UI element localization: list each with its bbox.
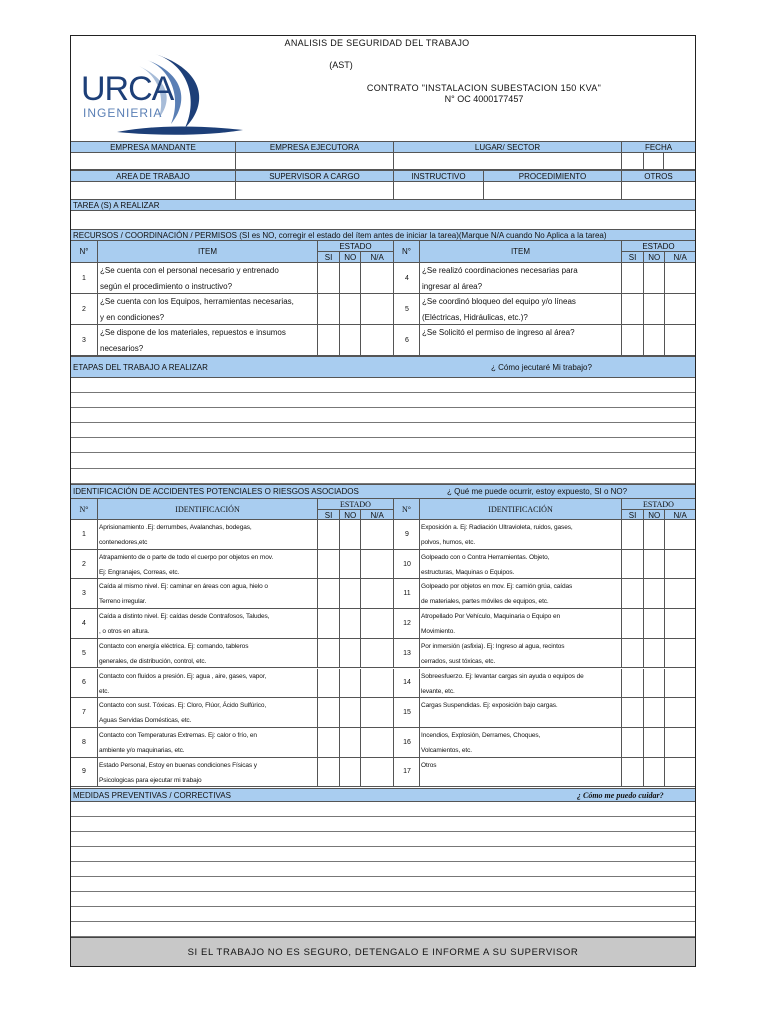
- estado-no-checkbox[interactable]: [643, 520, 664, 549]
- row-number: 8: [82, 738, 86, 746]
- col-procedimiento: PROCEDIMIENTO: [483, 171, 621, 181]
- lugar-sector-field[interactable]: [393, 153, 621, 169]
- row-number: 16: [393, 728, 420, 757]
- row-line-2: etc.: [99, 687, 110, 695]
- info-value-row-2: [71, 182, 695, 199]
- row-description: [97, 639, 317, 668]
- estado-na-checkbox[interactable]: [360, 728, 393, 757]
- row-number: 15: [393, 698, 420, 727]
- estado-si-checkbox[interactable]: [621, 698, 643, 727]
- row-line-1: ¿Se cuenta con los Equipos, herramientas necesarias,: [100, 297, 294, 306]
- riesgos-col-n-left: N°: [79, 504, 89, 514]
- writing-line[interactable]: [71, 408, 695, 423]
- col-no: NO: [339, 510, 360, 519]
- estado-no-checkbox[interactable]: [339, 698, 360, 727]
- riesgos-question: ¿ Qué me puede ocurrir, estoy expuesto, SI o NO?: [447, 487, 628, 496]
- otros-field[interactable]: [621, 182, 695, 199]
- row-line-2: estructuras, Maquinas o Equipos.: [421, 568, 515, 576]
- etapas-question: ¿ Cómo jecutaré Mi trabajo?: [491, 363, 592, 372]
- row-number: 3: [82, 590, 86, 598]
- estado-no-checkbox[interactable]: [339, 758, 360, 787]
- col-otros: OTROS: [621, 171, 695, 181]
- row-number: 11: [393, 579, 420, 608]
- estado-no-checkbox[interactable]: [339, 579, 360, 608]
- recursos-col-item-right: ITEM: [419, 241, 621, 262]
- row-line-1: Exposición a. Ej: Radiación Ultravioleta, ruidos, gases,: [421, 524, 573, 531]
- riesgos-table: [71, 520, 695, 788]
- row-line-1: Estado Personal, Estoy en buenas condiciones Físicas y: [99, 761, 257, 769]
- form-header: [71, 36, 695, 141]
- order-number: N° OC 4000177457: [444, 94, 524, 104]
- col-no: NO: [643, 510, 664, 519]
- estado-na-checkbox[interactable]: [664, 698, 695, 727]
- estado-no-checkbox[interactable]: [643, 698, 664, 727]
- row-line-2: ingresar al área?: [422, 282, 483, 291]
- row-line-2: contenedores,etc: [99, 539, 148, 546]
- row-line-2: Movimiento.: [421, 628, 455, 636]
- estado-na-checkbox[interactable]: [664, 263, 695, 293]
- footer-warning: [71, 937, 695, 966]
- estado-si-checkbox[interactable]: [621, 758, 643, 787]
- row-number: 14: [393, 669, 420, 698]
- empresa-ejecutora-field[interactable]: [235, 153, 393, 169]
- recursos-col-header: [71, 241, 695, 263]
- row-line-1: Aprisionamiento .Ej: derrumbes, Avalanchas, bodegas,: [99, 524, 252, 531]
- writing-line[interactable]: [71, 802, 695, 817]
- estado-no-checkbox[interactable]: [339, 263, 360, 293]
- estado-si-checkbox[interactable]: [317, 639, 339, 668]
- row-number: 5: [82, 649, 86, 657]
- estado-na-checkbox[interactable]: [360, 550, 393, 579]
- row-number: 12: [393, 609, 420, 638]
- table-row: [71, 550, 695, 580]
- medidas-header: [71, 788, 695, 802]
- row-number: 17: [393, 758, 420, 787]
- row-description: [419, 550, 621, 579]
- tarea-header: [71, 199, 695, 211]
- estado-na-checkbox[interactable]: [664, 639, 695, 668]
- estado-si-checkbox[interactable]: [317, 520, 339, 549]
- writing-line[interactable]: [71, 438, 695, 453]
- row-line-1: Contacto con sust. Tóxicas. Ej: Cloro, Flúor, Ácido Sulfúrico,: [99, 702, 267, 710]
- logo-sub-text: INGENIERIA: [83, 106, 163, 120]
- medidas-question: ¿ Cómo me puedo cuidar?: [577, 791, 664, 800]
- col-no: NO: [643, 252, 664, 262]
- estado-no-checkbox[interactable]: [339, 728, 360, 757]
- fecha-year-field[interactable]: [663, 153, 695, 169]
- form-abbr: (AST): [329, 60, 353, 70]
- row-description: [419, 669, 621, 698]
- estado-si-checkbox[interactable]: [621, 669, 643, 698]
- col-instructivo: INSTRUCTIVO: [393, 171, 483, 181]
- fecha-day-field[interactable]: [621, 153, 643, 169]
- estado-no-checkbox[interactable]: [643, 579, 664, 608]
- row-number: 9: [393, 520, 420, 549]
- estado-si-checkbox[interactable]: [621, 325, 643, 355]
- riesgos-col-header: [71, 499, 695, 520]
- estado-na-checkbox[interactable]: [360, 579, 393, 608]
- row-line-2: de materiales, partes móviles de equipos, etc.: [421, 598, 549, 606]
- row-description: [419, 698, 621, 727]
- table-row: [71, 698, 695, 728]
- riesgos-col-n-right: N°: [393, 499, 419, 519]
- row-line-1: Contacto con Temperaturas Extremas. Ej: calor o frío, en: [99, 731, 257, 739]
- estado-na-checkbox[interactable]: [360, 698, 393, 727]
- riesgos-col-ident-left: IDENTIFICACIÓN: [97, 499, 317, 519]
- row-description: [419, 325, 621, 355]
- footer-warning-text: SI EL TRABAJO NO ES SEGURO, DETENGALO E INFORME A SU SUPERVISOR: [187, 946, 579, 958]
- estado-si-checkbox[interactable]: [621, 728, 643, 757]
- col-area-trabajo: AREA DE TRABAJO: [116, 171, 190, 181]
- row-description: [419, 520, 621, 549]
- row-number: 7: [82, 709, 86, 717]
- riesgos-col-estado-right: [621, 499, 695, 519]
- col-si: SI: [628, 510, 637, 519]
- row-number: 3: [82, 336, 86, 344]
- estado-no-checkbox[interactable]: [339, 609, 360, 638]
- estado-no-checkbox[interactable]: [643, 728, 664, 757]
- col-no: NO: [339, 252, 360, 262]
- info-header-row-2: [71, 170, 695, 182]
- row-line-1: Por inmersión (asfixia). Ej: Ingreso al agua, recintos: [421, 642, 565, 650]
- col-si: SI: [628, 253, 637, 262]
- riesgos-col-estado-left: [317, 499, 393, 519]
- estado-si-checkbox[interactable]: [621, 639, 643, 668]
- row-line-1: ¿Se cuenta con el personal necesario y entrenado: [100, 266, 279, 275]
- estado-si-checkbox[interactable]: [317, 728, 339, 757]
- writing-line[interactable]: [71, 877, 695, 892]
- row-line-1: Otros: [421, 761, 437, 769]
- logo-main-text: URCA: [81, 70, 174, 108]
- etapas-label: ETAPAS DEL TRABAJO A REALIZAR: [73, 363, 208, 372]
- estado-na-checkbox[interactable]: [664, 550, 695, 579]
- estado-no-checkbox[interactable]: [643, 609, 664, 638]
- row-description: [97, 263, 317, 293]
- table-row: [71, 294, 695, 325]
- estado-si-checkbox[interactable]: [621, 579, 643, 608]
- table-row: [71, 669, 695, 699]
- row-line-2: (Eléctricas, Hidráulicas, etc.)?: [422, 313, 528, 322]
- estado-no-checkbox[interactable]: [339, 325, 360, 355]
- estado-no-checkbox[interactable]: [643, 669, 664, 698]
- writing-line[interactable]: [71, 862, 695, 877]
- recursos-col-item-left: ITEM: [97, 241, 317, 262]
- instructivo-field[interactable]: [393, 182, 483, 199]
- col-empresa-ejecutora: EMPRESA EJECUTORA: [235, 142, 393, 152]
- row-line-2: generales, de distribución, control, etc.: [99, 657, 207, 665]
- row-line-2: necesarios?: [100, 344, 144, 353]
- writing-line[interactable]: [71, 907, 695, 922]
- row-line-1: Incendios, Explosión, Derrames, Choques,: [421, 731, 541, 739]
- writing-line[interactable]: [71, 847, 695, 862]
- row-number: 2: [82, 560, 86, 568]
- estado-si-checkbox[interactable]: [317, 294, 339, 324]
- row-line-2: Volcamientos, etc.: [421, 746, 472, 754]
- row-description: [97, 669, 317, 698]
- recursos-col-estado-right: [621, 241, 695, 262]
- row-description: [419, 639, 621, 668]
- row-description: [97, 520, 317, 549]
- estado-no-checkbox[interactable]: [339, 294, 360, 324]
- estado-na-checkbox[interactable]: [360, 609, 393, 638]
- row-line-2: Psicologicas para ejecutar mi trabajo: [99, 776, 202, 784]
- estado-no-checkbox[interactable]: [339, 669, 360, 698]
- estado-si-checkbox[interactable]: [621, 263, 643, 293]
- row-line-1: Caída al mismo nivel. Ej: caminar en áreas con agua, hielo o: [99, 583, 268, 591]
- row-description: [97, 609, 317, 638]
- row-line-1: Atropellado Por Vehículo, Maquinaria o Equipo en: [421, 613, 561, 621]
- contract-name: CONTRATO "INSTALACION SUBESTACION 150 KVA": [366, 83, 602, 93]
- row-number: 1: [82, 530, 86, 538]
- estado-na-checkbox[interactable]: [664, 728, 695, 757]
- estado-no-checkbox[interactable]: [643, 294, 664, 324]
- estado-label: ESTADO: [318, 499, 393, 510]
- row-description: [419, 728, 621, 757]
- row-description: [97, 698, 317, 727]
- area-trabajo-field[interactable]: [71, 182, 235, 199]
- info-value-row-1: [71, 153, 695, 170]
- estado-na-checkbox[interactable]: [664, 609, 695, 638]
- row-line-1: Golpeado con o Contra Herramientas. Objeto,: [421, 553, 550, 561]
- estado-si-checkbox[interactable]: [317, 698, 339, 727]
- form-title: ANALISIS DE SEGURIDAD DEL TRABAJO: [284, 38, 470, 48]
- estado-si-checkbox[interactable]: [317, 758, 339, 787]
- table-row: [71, 728, 695, 758]
- estado-si-checkbox[interactable]: [317, 550, 339, 579]
- row-line-2: según el procedimiento o instructivo?: [100, 282, 233, 291]
- riesgos-label: IDENTIFICACIÓN DE ACCIDENTES POTENCIALES O RIESGOS ASOCIADOS: [73, 487, 359, 496]
- row-description: [419, 758, 621, 787]
- row-line-1: Contacto con fluidos a presión. Ej: agua , aire, gases, vapor,: [99, 672, 267, 680]
- estado-si-checkbox[interactable]: [621, 294, 643, 324]
- row-line-2: Aguas Servidas Domésticas, etc.: [99, 717, 192, 725]
- table-row: [71, 263, 695, 294]
- row-line-2: cerrados, sust tóxicas, etc.: [421, 657, 496, 665]
- writing-line[interactable]: [71, 393, 695, 408]
- estado-no-checkbox[interactable]: [643, 550, 664, 579]
- writing-line[interactable]: [71, 454, 695, 469]
- estado-na-checkbox[interactable]: [360, 263, 393, 293]
- procedimiento-field[interactable]: [483, 182, 621, 199]
- etapas-header: [71, 356, 695, 378]
- medidas-lines: [71, 802, 695, 937]
- row-number: 13: [393, 639, 420, 668]
- table-row: [71, 639, 695, 669]
- row-line-2: Ej: Engranajes, Correas, etc.: [99, 568, 180, 576]
- estado-na-checkbox[interactable]: [360, 520, 393, 549]
- estado-label: ESTADO: [622, 241, 695, 252]
- recursos-col-n-right: N°: [393, 241, 419, 262]
- row-description: [97, 728, 317, 757]
- estado-si-checkbox[interactable]: [317, 669, 339, 698]
- supervisor-field[interactable]: [235, 182, 393, 199]
- table-row: [71, 579, 695, 609]
- row-number: 6: [82, 679, 86, 687]
- col-na: N/A: [360, 510, 393, 519]
- row-description: [419, 263, 621, 293]
- col-fecha: FECHA: [621, 142, 695, 152]
- ast-form: [70, 35, 696, 967]
- col-supervisor: SUPERVISOR A CARGO: [235, 171, 393, 181]
- estado-no-checkbox[interactable]: [643, 758, 664, 787]
- estado-si-checkbox[interactable]: [621, 520, 643, 549]
- col-si: SI: [324, 510, 333, 519]
- row-number: 4: [82, 619, 86, 627]
- recursos-col-n-left: N°: [79, 247, 89, 256]
- tarea-field[interactable]: [71, 211, 695, 229]
- table-row: [71, 520, 695, 550]
- row-line-1: Contacto con energía eléctrica. Ej: comando, tableros: [99, 642, 249, 650]
- recursos-header: [71, 229, 695, 241]
- estado-si-checkbox[interactable]: [317, 579, 339, 608]
- estado-na-checkbox[interactable]: [664, 579, 695, 608]
- writing-line[interactable]: [71, 423, 695, 438]
- estado-na-checkbox[interactable]: [664, 520, 695, 549]
- estado-na-checkbox[interactable]: [664, 758, 695, 787]
- row-line-2: Terreno irregular.: [99, 598, 147, 606]
- recursos-table: [71, 263, 695, 356]
- estado-no-checkbox[interactable]: [643, 325, 664, 355]
- row-number: 10: [393, 550, 420, 579]
- estado-si-checkbox[interactable]: [317, 263, 339, 293]
- row-description: [419, 609, 621, 638]
- row-line-2: polvos, humos, etc.: [421, 539, 476, 546]
- col-si: SI: [324, 253, 333, 262]
- estado-label: ESTADO: [318, 241, 393, 252]
- estado-na-checkbox[interactable]: [664, 294, 695, 324]
- table-row: [71, 758, 695, 788]
- writing-line[interactable]: [71, 378, 695, 393]
- row-number: 6: [393, 325, 420, 355]
- recursos-col-estado-left: [317, 241, 393, 262]
- table-row: [71, 609, 695, 639]
- row-description: [419, 579, 621, 608]
- estado-si-checkbox[interactable]: [317, 325, 339, 355]
- riesgos-col-ident-right: IDENTIFICACIÓN: [419, 499, 621, 519]
- col-na: N/A: [664, 510, 695, 519]
- info-header-row-1: [71, 141, 695, 153]
- estado-no-checkbox[interactable]: [643, 263, 664, 293]
- estado-si-checkbox[interactable]: [621, 609, 643, 638]
- row-line-1: Cargas Suspendidas. Ej: exposición bajo cargas.: [421, 702, 558, 710]
- row-line-1: ¿Se Solicitó el permiso de ingreso al área?: [422, 328, 575, 337]
- tarea-label: TAREA (S) A REALIZAR: [73, 201, 160, 210]
- row-line-1: Sobreesfuerzo. Ej: levantar cargas sin ayuda o equipos de: [421, 672, 584, 680]
- medidas-label: MEDIDAS PREVENTIVAS / CORRECTIVAS: [73, 791, 231, 800]
- writing-line[interactable]: [71, 469, 695, 484]
- row-line-2: levante, etc.: [421, 687, 455, 695]
- estado-label: ESTADO: [622, 499, 695, 510]
- row-number: 2: [82, 305, 86, 313]
- col-na: N/A: [664, 252, 695, 262]
- row-line-1: ¿Se dispone de los materiales, repuestos e insumos: [100, 328, 286, 337]
- estado-si-checkbox[interactable]: [317, 609, 339, 638]
- estado-no-checkbox[interactable]: [643, 639, 664, 668]
- estado-na-checkbox[interactable]: [664, 325, 695, 355]
- row-line-2: y en condiciones?: [100, 313, 165, 322]
- row-number: 9: [82, 768, 86, 776]
- writing-line[interactable]: [71, 892, 695, 907]
- row-line-1: Caída a distinto nivel. Ej: caídas desde Contrafosos, Taludes,: [99, 613, 270, 621]
- estado-no-checkbox[interactable]: [339, 520, 360, 549]
- row-description: [97, 294, 317, 324]
- estado-si-checkbox[interactable]: [621, 550, 643, 579]
- estado-na-checkbox[interactable]: [360, 294, 393, 324]
- estado-na-checkbox[interactable]: [664, 669, 695, 698]
- company-logo: [77, 46, 247, 136]
- table-row: [71, 325, 695, 356]
- etapas-lines: [71, 378, 695, 484]
- row-line-1: ¿Se coordinó bloqueo del equipo y/o líneas: [422, 297, 576, 306]
- row-number: 1: [82, 274, 86, 282]
- estado-na-checkbox[interactable]: [360, 758, 393, 787]
- row-number: 4: [393, 263, 420, 293]
- writing-line[interactable]: [71, 817, 695, 832]
- estado-no-checkbox[interactable]: [339, 639, 360, 668]
- row-description: [419, 294, 621, 324]
- riesgos-header: [71, 484, 695, 499]
- fecha-month-field[interactable]: [643, 153, 663, 169]
- empresa-mandante-field[interactable]: [71, 153, 235, 169]
- row-line-2: , o otros en altura.: [99, 628, 150, 636]
- estado-na-checkbox[interactable]: [360, 325, 393, 355]
- row-number: 5: [393, 294, 420, 324]
- row-description: [97, 325, 317, 355]
- row-line-1: ¿Se realizó coordinaciones necesarias para: [422, 266, 578, 275]
- row-line-2: ambiente y/o maquinarias, etc.: [99, 746, 185, 754]
- row-line-1: Golpeado por objetos en mov. Ej: camión grúa, caídas: [421, 583, 573, 591]
- estado-no-checkbox[interactable]: [339, 550, 360, 579]
- estado-na-checkbox[interactable]: [360, 669, 393, 698]
- row-description: [97, 550, 317, 579]
- row-line-1: Atrapamiento de o parte de todo el cuerpo por objetos en mov.: [99, 553, 274, 561]
- col-lugar-sector: LUGAR/ SECTOR: [393, 142, 621, 152]
- writing-line[interactable]: [71, 922, 695, 937]
- row-description: [97, 758, 317, 787]
- recursos-label: RECURSOS / COORDINACIÓN / PERMISOS (SI es NO, corregir el estado del ítem antes de iniciar la tarea)(Marque N/A cuando No Aplica a la tarea): [73, 231, 607, 240]
- col-na: N/A: [360, 252, 393, 262]
- col-empresa-mandante: EMPRESA MANDANTE: [110, 142, 196, 152]
- row-description: [97, 579, 317, 608]
- estado-na-checkbox[interactable]: [360, 639, 393, 668]
- writing-line[interactable]: [71, 832, 695, 847]
